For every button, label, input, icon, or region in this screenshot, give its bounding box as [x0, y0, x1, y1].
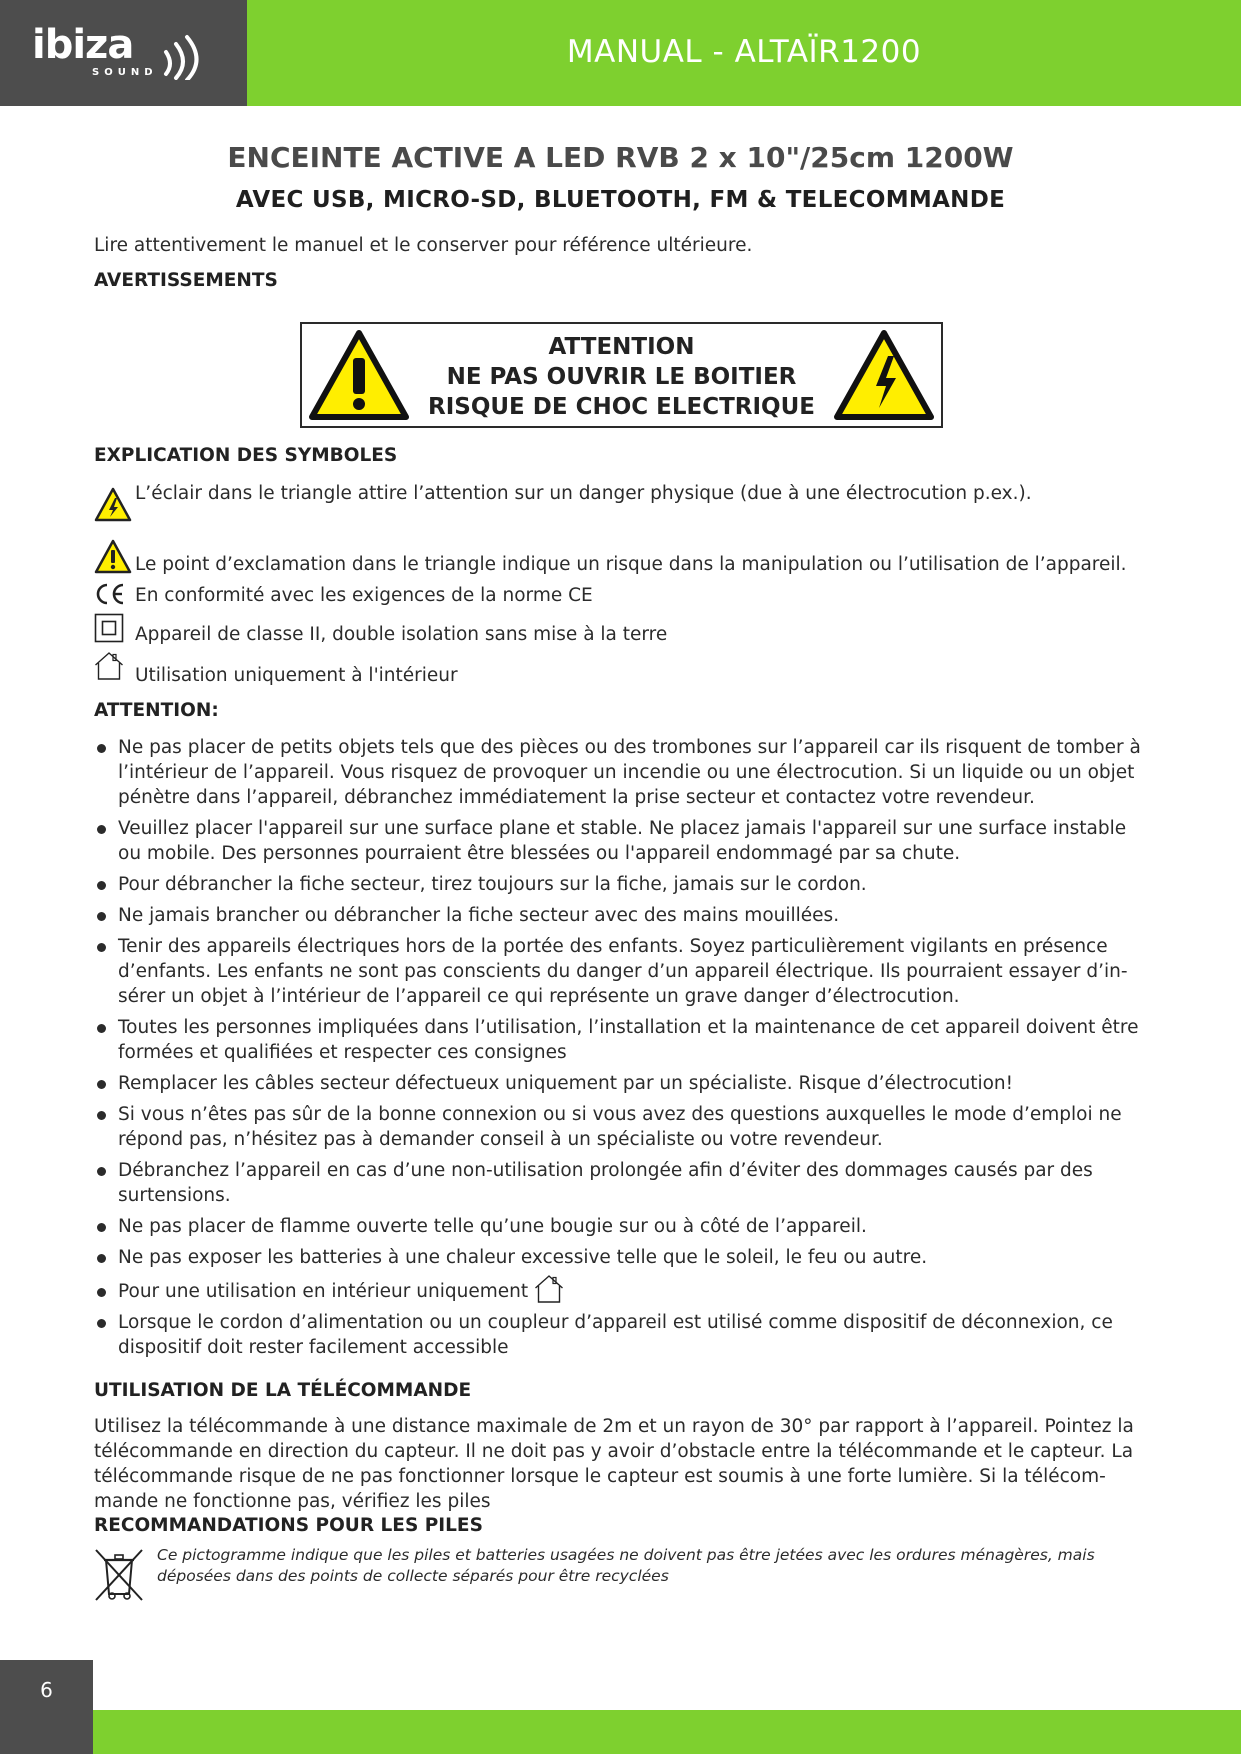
list-item: Si vous n’êtes pas sûr de la bonne connexion ou si vous avez des questions auxquelles le mode d’emploi ne répond pas, n’hésitez pas à demander conseil à un spécialiste ou votre revendeur.	[94, 1102, 1154, 1152]
symbol-text-indoor: Utilisation uniquement à l'intérieur	[135, 665, 458, 686]
footer-bar	[93, 1710, 1241, 1754]
house-icon	[534, 1274, 564, 1304]
remote-paragraph: Utilisez la télécommande à une distance maximale de 2m et un rayon de 30° par rapport à l’appareil. Pointez la télécommande en direction du capteur. Il ne doit pas y avoir d’obstacle entre la télécommande et le capteur. La télécommande risque de ne pas fonctionner lorsque le capteur est soumis à une forte lumière. Si la télécom-mande ne fonctionne pas, vérifiez les piles	[94, 1416, 1134, 1512]
bullet-icon	[97, 1111, 106, 1120]
list-item: Tenir des appareils électriques hors de la portée des enfants. Soyez particulièrement vigilants en présence d’enfants. Les enfants ne sont pas conscients du danger d’un appareil électrique. Ils pourraient essayer d’in-sérer un objet à l’intérieur de l’appareil ce qui représente un grave danger d’électrocution.	[94, 934, 1154, 1009]
symbol-text-exclamation: Le point d’exclamation dans le triangle indique un risque dans la manipulation ou l’utilisation de l’appareil.	[135, 554, 1127, 575]
bullet-icon	[97, 825, 106, 834]
warning-text	[402, 332, 841, 422]
ce-mark-icon	[94, 582, 126, 606]
list-item: Pour débrancher la fiche secteur, tirez toujours sur la fiche, jamais sur le cordon.	[94, 872, 1154, 897]
page-number: 6	[40, 1678, 53, 1702]
list-item: Lorsque le cordon d’alimentation ou un coupleur d’appareil est utilisé comme dispositif de déconnexion, ce dispositif doit rester facilement accessible	[94, 1310, 1154, 1360]
bullet-icon	[97, 1254, 106, 1263]
page-number-block	[0, 1660, 93, 1754]
list-item: Pour une utilisation en intérieur uniquement	[94, 1279, 1154, 1304]
lightning-triangle-icon	[832, 328, 936, 424]
list-item: Toutes les personnes impliquées dans l’utilisation, l’installation et la maintenance de cet appareil doivent être formées et qualifiées et respecter ces consignes	[94, 1015, 1154, 1065]
symbols-heading: EXPLICATION DES SYMBOLES	[94, 445, 398, 466]
bullet-icon	[97, 881, 106, 890]
bullet-icon	[97, 1080, 106, 1089]
document-title: ENCEINTE ACTIVE A LED RVB 2 x 10"/25cm 1200W	[227, 141, 1014, 174]
bullet-icon	[97, 1223, 106, 1232]
list-item: Remplacer les câbles secteur défectueux uniquement par un spécialiste. Risque d’électrocution!	[94, 1071, 1154, 1096]
warning-line-1: ATTENTION	[548, 334, 695, 360]
symbol-text-lightning: L’éclair dans le triangle attire l’attention sur un danger physique (due à une électrocution p.ex.).	[135, 483, 1032, 504]
bullet-icon	[97, 744, 106, 753]
manual-title: MANUAL - ALTAÏR1200	[566, 34, 922, 70]
brand-logo-block	[0, 0, 247, 106]
document-subtitle: AVEC USB, MICRO-SD, BLUETOOTH, FM & TELECOMMANDE	[235, 187, 1006, 213]
list-item: Veuillez placer l'appareil sur une surface plane et stable. Ne placez jamais l'appareil sur une surface instable ou mobile. Des personnes pourraient être blessées ou l'appareil endommagé par sa chute.	[94, 816, 1154, 866]
crossed-bin-icon	[94, 1548, 144, 1602]
warning-line-2: NE PAS OUVRIR LE BOITIER	[446, 364, 797, 390]
warning-box	[300, 322, 943, 428]
list-item: Ne pas exposer les batteries à une chaleur excessive telle que le soleil, le feu ou autre.	[94, 1245, 1154, 1270]
remote-heading: UTILISATION DE LA TÉLÉCOMMANDE	[94, 1380, 472, 1401]
attention-heading: ATTENTION:	[94, 700, 219, 721]
bullet-icon	[97, 1319, 106, 1328]
battery-heading: RECOMMANDATIONS POUR LES PILES	[94, 1515, 483, 1536]
bullet-icon	[97, 912, 106, 921]
class-ii-icon	[94, 613, 124, 643]
brand-logo-subtext: SOUND	[92, 67, 158, 78]
brand-logo-text: ibiza	[32, 22, 134, 68]
house-icon	[94, 651, 124, 681]
list-item: Ne pas placer de petits objets tels que des pièces ou des trombones sur l’appareil car ils risquent de tomber à l’intérieur de l’appareil. Vous risquez de provoquer un incendie ou une électrocution. Si un liquide ou un objet pénètre dans l’appareil, débranchez immédiatement la prise secteur et contactez votre revendeur.	[94, 735, 1154, 810]
warnings-heading: AVERTISSEMENTS	[94, 270, 278, 291]
lightning-triangle-icon	[94, 486, 132, 524]
bullet-icon	[97, 943, 106, 952]
list-item: Débranchez l’appareil en cas d’une non-utilisation prolongée afin d’éviter des dommages causés par des surtensions.	[94, 1158, 1154, 1208]
exclamation-triangle-icon	[94, 538, 132, 576]
bullet-icon	[97, 1167, 106, 1176]
list-item: Ne pas placer de flamme ouverte telle qu’une bougie sur ou à côté de l’appareil.	[94, 1214, 1154, 1239]
symbol-text-ce: En conformité avec les exigences de la norme CE	[135, 585, 593, 606]
bullet-icon	[97, 1288, 106, 1297]
warning-line-3: RISQUE DE CHOC ELECTRIQUE	[427, 394, 815, 420]
exclamation-triangle-icon	[307, 328, 411, 424]
battery-text: Ce pictogramme indique que les piles et batteries usagées ne doivent pas être jetées avec les ordures ménagères, mais déposées dans des points de collecte séparés pour être recyclées	[157, 1546, 1095, 1585]
attention-list	[94, 735, 1154, 1366]
symbol-text-class-ii: Appareil de classe II, double isolation sans mise à la terre	[135, 624, 668, 645]
bullet-icon	[97, 1024, 106, 1033]
intro-text: Lire attentivement le manuel et le conserver pour référence ultérieure.	[94, 235, 753, 256]
sound-waves-icon	[160, 34, 216, 80]
header-bar	[247, 0, 1241, 106]
list-item: Ne jamais brancher ou débrancher la fiche secteur avec des mains mouillées.	[94, 903, 1154, 928]
